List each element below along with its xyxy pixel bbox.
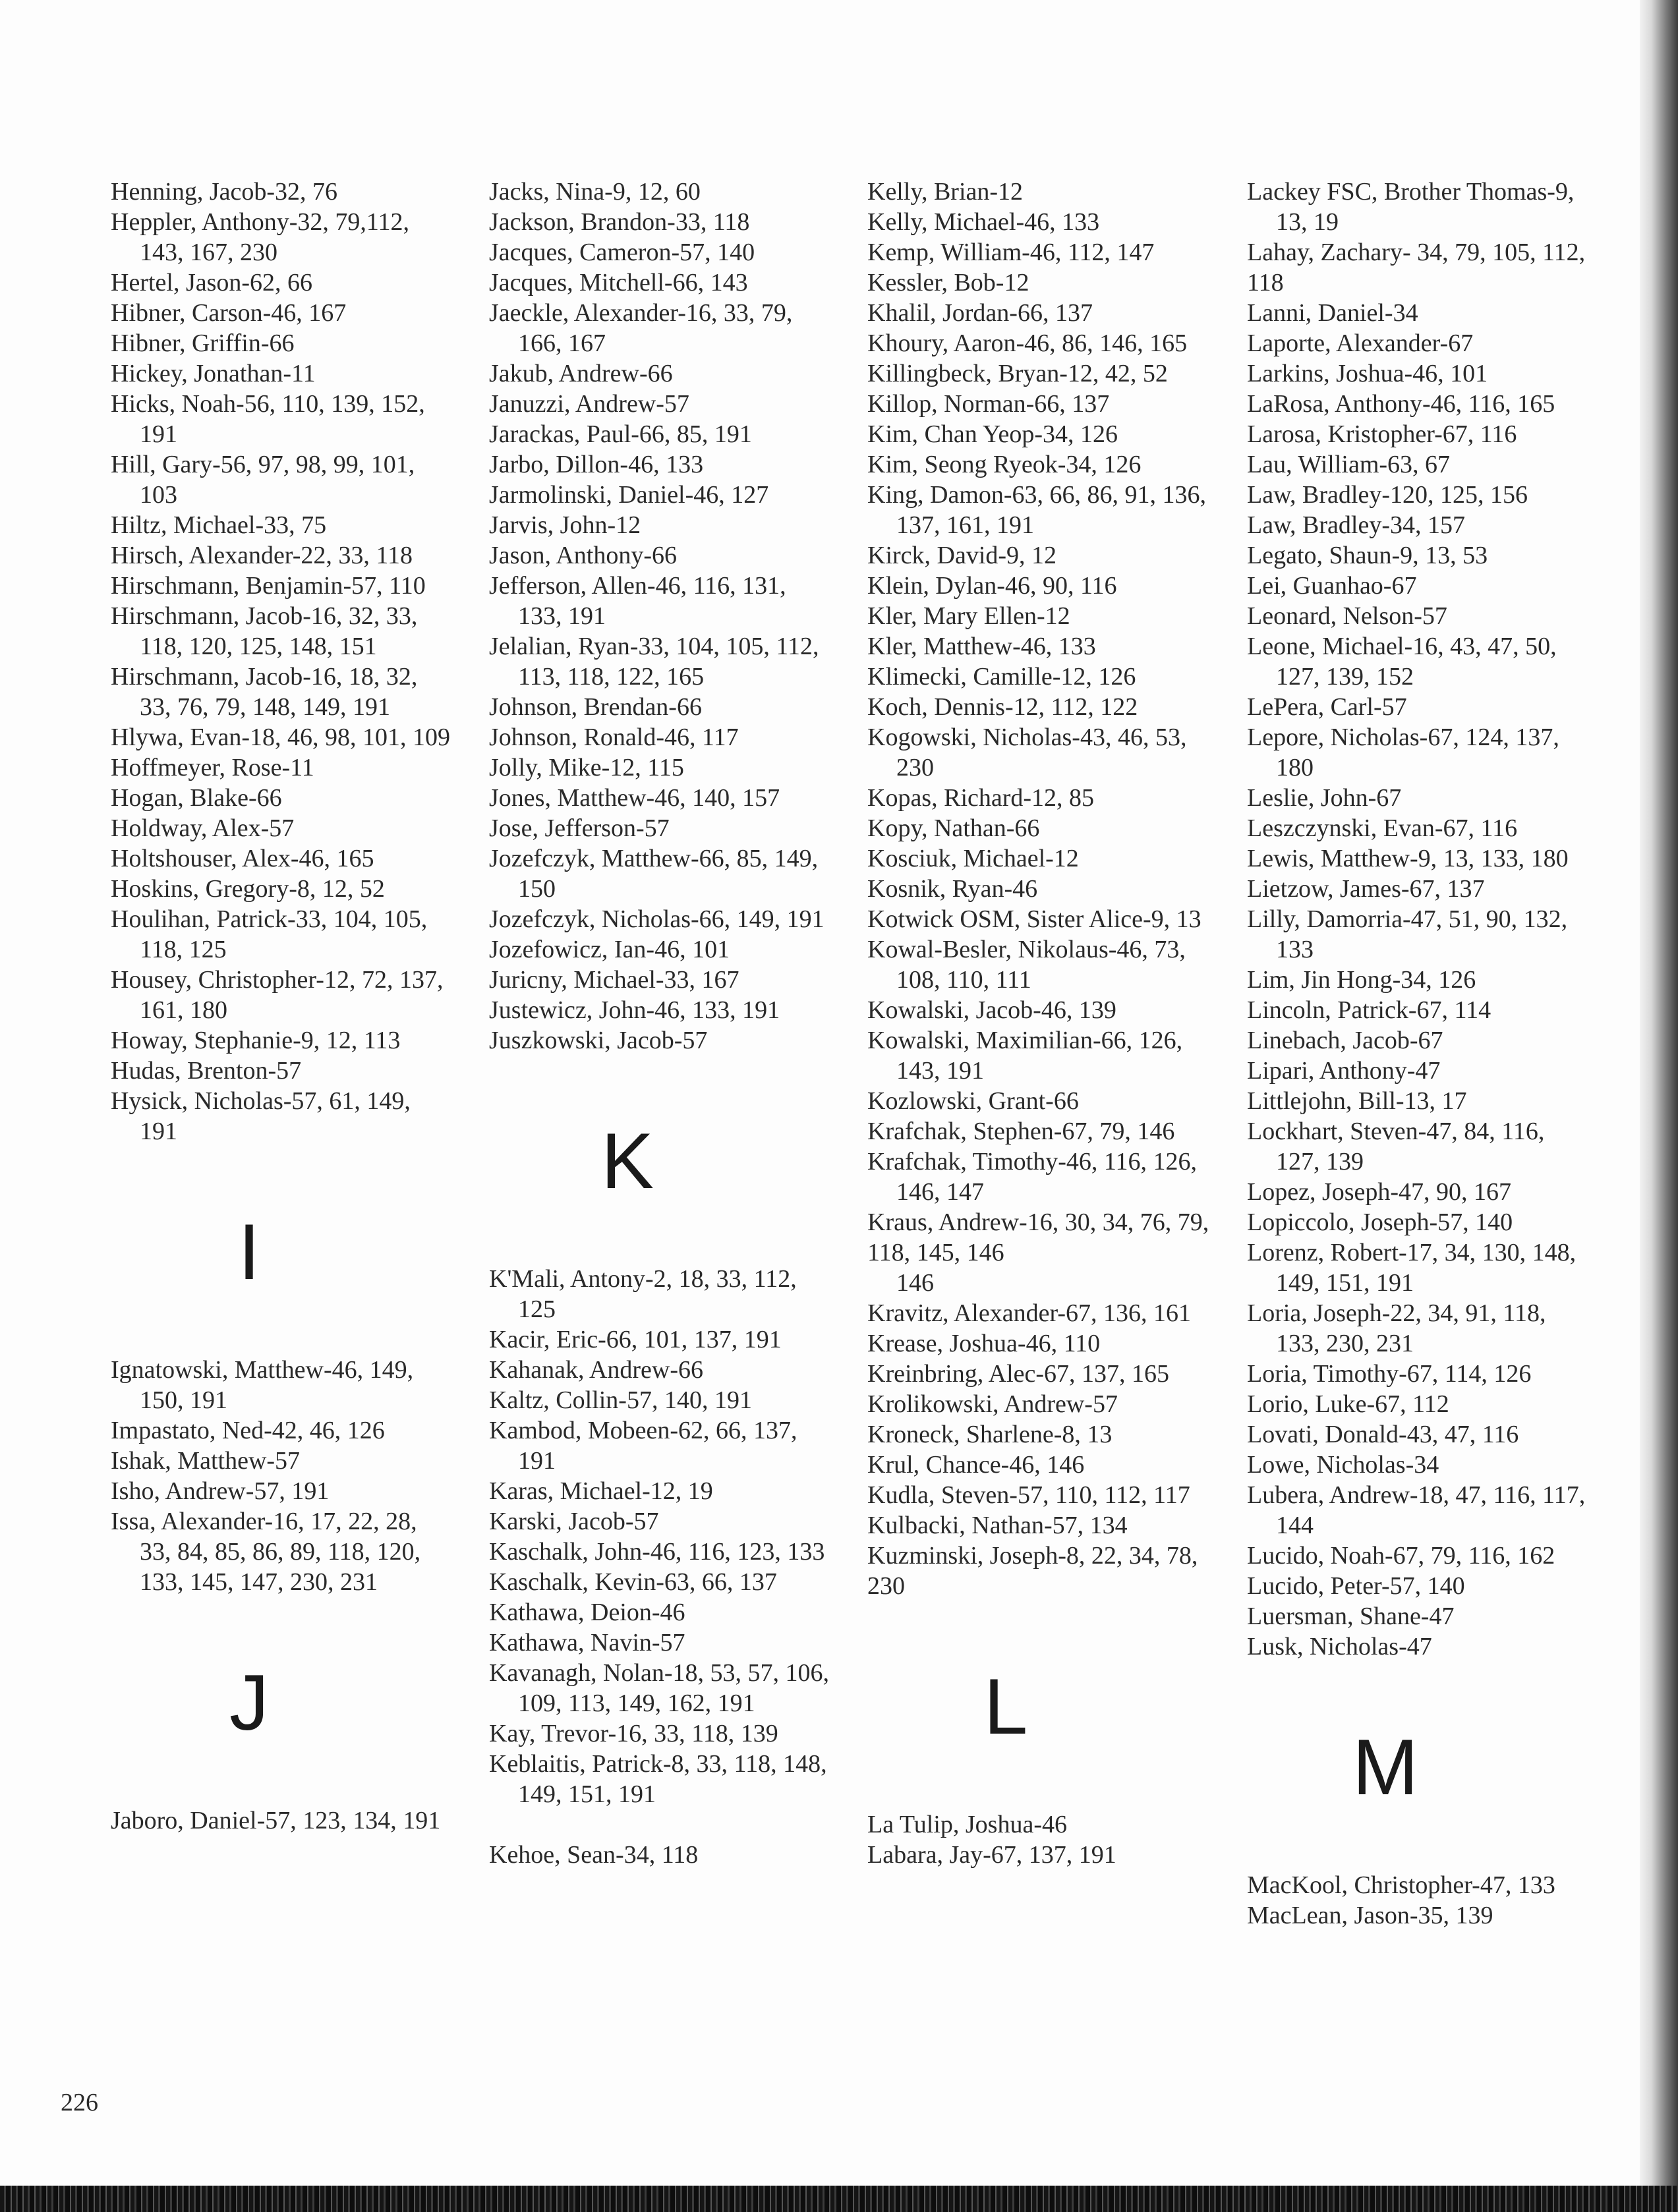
index-entry: Hlywa, Evan-18, 46, 98, 101, 109 [111,723,451,751]
index-entry: Hibner, Griffin-66 [111,329,295,357]
index-entry: Johnson, Ronald-46, 117 [489,723,739,751]
index-entry: Kavanagh, Nolan-18, 53, 57, 106, 109, 113, 149, 162, 191 [489,1659,830,1717]
index-entry: Lei, Guanhao-67 [1247,572,1417,600]
index-entry: Kler, Matthew-46, 133 [867,633,1096,660]
section-letter: M [1352,1723,1418,1811]
index-entry: Krease, Joshua-46, 110 [867,1330,1101,1357]
index-entry: Lanni, Daniel-34 [1247,299,1418,327]
index-entry: Lorio, Luke-67, 112 [1247,1390,1449,1418]
index-entry: Kelly, Brian-12 [867,178,1024,206]
index-entry: Kambod, Mobeen-62, 66, 137, 191 [489,1417,797,1475]
index-entry: Justewicz, John-46, 133, 191 [489,996,780,1024]
index-entry: Kraus, Andrew-16, 30, 34, 76, 79, 118, 145, 146 [867,1208,1209,1266]
index-entry: Littlejohn, Bill-13, 17 [1247,1087,1467,1115]
index-entry: King, Damon-63, 66, 86, 91, 136, 137, 161, 191 [867,481,1207,539]
index-entry: Jakub, Andrew-66 [489,360,673,387]
index-entry: Jozefowicz, Ian-46, 101 [489,936,730,963]
index-entry: Law, Bradley-120, 125, 156 [1247,481,1528,509]
index-entry: Larkins, Joshua-46, 101 [1247,360,1488,387]
index-entry: Kopy, Nathan-66 [867,814,1040,842]
index-entry: Kaschalk, John-46, 116, 123, 133 [489,1538,825,1566]
index-entry: Kaschalk, Kevin-63, 66, 137 [489,1568,777,1596]
index-entry: La Tulip, Joshua-46 [867,1811,1067,1838]
index-entry: Johnson, Brendan-66 [489,693,702,721]
index-entry: Jarmolinski, Daniel-46, 127 [489,481,769,509]
index-entry: Kaltz, Collin-57, 140, 191 [489,1386,752,1414]
index-entry: Kreinbring, Alec-67, 137, 165 [867,1360,1170,1388]
page-edge-shadow [1640,0,1678,2212]
index-entry: Krafchak, Stephen-67, 79, 146 [867,1118,1175,1145]
index-entry: LaRosa, Anthony-46, 116, 165 [1247,390,1555,418]
index-entry: Lau, William-63, 67 [1247,451,1451,478]
section-letter-block [1247,1662,1590,1870]
index-entry: Kessler, Bob-12 [867,269,1029,297]
index-entry: Jelalian, Ryan-33, 104, 105, 112, 113, 118, 122, 165 [489,633,819,691]
index-entry: Jarackas, Paul-66, 85, 191 [489,420,752,448]
index-entry: Kemp, William-46, 112, 147 [867,239,1155,266]
index-entry: Jose, Jefferson-57 [489,814,670,842]
section-letter-block [867,1601,1210,1809]
index-entry: Karas, Michael-12, 19 [489,1477,713,1505]
index-entry: Lackey FSC, Brother Thomas-9, 13, 19 [1247,178,1575,236]
section-letter: K [600,1117,654,1205]
index-entry: Lincoln, Patrick-67, 114 [1247,996,1491,1024]
index-entry: Kelly, Michael-46, 133 [867,208,1100,236]
index-entry: Hiltz, Michael-33, 75 [111,511,327,539]
index-entry: Keblaitis, Patrick-8, 33, 118, 148, 149, 151, 191 [489,1750,827,1808]
index-entry: Linebach, Jacob-67 [1247,1027,1443,1054]
index-entry: Hill, Gary-56, 97, 98, 99, 101, 103 [111,451,415,509]
index-entry: Holtshouser, Alex-46, 165 [111,845,374,872]
index-entry: Koch, Dennis-12, 112, 122 [867,693,1138,721]
index-entry: Lopez, Joseph-47, 90, 167 [1247,1178,1512,1206]
index-entry: Killingbeck, Bryan-12, 42, 52 [867,360,1168,387]
index-entry: Housey, Christopher-12, 72, 137, 161, 180 [111,966,444,1024]
index-entry: Jarvis, John-12 [489,511,641,539]
index-entry: Khoury, Aaron-46, 86, 146, 165 [867,329,1188,357]
index-entry: Lim, Jin Hong-34, 126 [1247,966,1476,994]
section-letter-block [111,1147,453,1355]
index-entry: Jarbo, Dillon-46, 133 [489,451,704,478]
index-entry: Lietzow, James-67, 137 [1247,875,1485,903]
index-entry: Lucido, Noah-67, 79, 116, 162 [1247,1542,1555,1570]
index-entry: Klimecki, Camille-12, 126 [867,663,1136,691]
section-letter: I [238,1208,260,1296]
index-entry: Kowal-Besler, Nikolaus-46, 73, 108, 110, 111 [867,936,1186,994]
index-entry: Hirschmann, Jacob-16, 32, 33, 118, 120, 125, 148, 151 [111,602,418,660]
section-letter-block [489,1056,832,1264]
scan-bottom-edge [0,2186,1678,2212]
section-letter: L [983,1662,1028,1751]
section-letter: J [229,1659,269,1747]
index-entry: Kuzminski, Joseph-8, 22, 34, 78, 230 [867,1542,1198,1600]
index-entry: Juricny, Michael-33, 167 [489,966,739,994]
index-entry: K'Mali, Antony-2, 18, 33, 112, 125 [489,1265,797,1323]
index-entry: Lipari, Anthony-47 [1247,1057,1441,1085]
index-entry: Jozefczyk, Nicholas-66, 149, 191 [489,905,825,933]
index-entry: Lovati, Donald-43, 47, 116 [1247,1421,1519,1448]
index-entry: Leone, Michael-16, 43, 47, 50, 127, 139, 152 [1247,633,1557,691]
index-entry: Kravitz, Alexander-67, 136, 161 [867,1299,1191,1327]
index-entry: Loria, Joseph-22, 34, 91, 118, 133, 230, 231 [1247,1299,1546,1357]
index-entry: Januzzi, Andrew-57 [489,390,689,418]
index-entry: Kulbacki, Nathan-57, 134 [867,1512,1128,1539]
index-column-1 [111,177,453,1836]
index-entry: Kathawa, Deion-46 [489,1599,685,1626]
index-entry: Hicks, Noah-56, 110, 139, 152, 191 [111,390,425,448]
index-entry: Law, Bradley-34, 157 [1247,511,1465,539]
index-entry: Howay, Stephanie-9, 12, 113 [111,1027,401,1054]
index-entry: Kosciuk, Michael-12 [867,845,1079,872]
index-entry: Hoskins, Gregory-8, 12, 52 [111,875,385,903]
index-entry: Lowe, Nicholas-34 [1247,1451,1439,1479]
index-entry: Krafchak, Timothy-46, 116, 126, 146, 147 [867,1148,1197,1206]
index-entry: Kotwick OSM, Sister Alice-9, 13 [867,905,1201,933]
index-entry: Kowalski, Jacob-46, 139 [867,996,1116,1024]
section-letter-block [111,1597,453,1805]
index-entry: MacLean, Jason-35, 139 [1247,1902,1493,1929]
index-entry: Lepore, Nicholas-67, 124, 137, 180 [1247,723,1559,781]
index-entry: Hickey, Jonathan-11 [111,360,316,387]
index-entry: Loria, Timothy-67, 114, 126 [1247,1360,1532,1388]
index-entry: Kacir, Eric-66, 101, 137, 191 [489,1326,782,1353]
index-entry: Lusk, Nicholas-47 [1247,1633,1432,1660]
index-entry: Jones, Matthew-46, 140, 157 [489,784,780,812]
index-entry: Lockhart, Steven-47, 84, 116, 127, 139 [1247,1118,1545,1176]
index-entry: Jaboro, Daniel-57, 123, 134, 191 [111,1807,441,1834]
index-entry: Lewis, Matthew-9, 13, 133, 180 [1247,845,1569,872]
index-entry: Jolly, Mike-12, 115 [489,754,684,781]
index-entry: MacKool, Christopher-47, 133 [1247,1871,1555,1899]
index-entry: Labara, Jay-67, 137, 191 [867,1841,1116,1869]
index-entry: Hirschmann, Benjamin-57, 110 [111,572,426,600]
index-entry: Lopiccolo, Joseph-57, 140 [1247,1208,1513,1236]
index-entry: Kowalski, Maximilian-66, 126, 143, 191 [867,1027,1183,1085]
index-entry: Jason, Anthony-66 [489,542,677,569]
spacer [489,1809,832,1840]
page-number: 226 [61,2089,98,2116]
index-entry: Jaeckle, Alexander-16, 33, 79, 166, 167 [489,299,793,357]
index-entry: Laporte, Alexander-67 [1247,329,1474,357]
index-entry: Kim, Chan Yeop-34, 126 [867,420,1118,448]
index-entry: Henning, Jacob-32, 76 [111,178,338,206]
index-entry: Lubera, Andrew-18, 47, 116, 117, 144 [1247,1481,1586,1539]
index-entry: Kogowski, Nicholas-43, 46, 53, 230 [867,723,1187,781]
index-entry: Lilly, Damorria-47, 51, 90, 132, 133 [1247,905,1568,963]
index-entry: Houlihan, Patrick-33, 104, 105, 118, 125 [111,905,428,963]
index-entry: Heppler, Anthony-32, 79,112, 143, 167, 230 [111,208,410,266]
index-entry: Larosa, Kristopher-67, 116 [1247,420,1517,448]
index-entry: Kahanak, Andrew-66 [489,1356,704,1384]
index-entry: Leszczynski, Evan-67, 116 [1247,814,1518,842]
index-entry: Jozefczyk, Matthew-66, 85, 149, 150 [489,845,819,903]
index-entry: Kathawa, Navin-57 [489,1629,685,1657]
index-entry: Kirck, David-9, 12 [867,542,1057,569]
index-entry: Ignatowski, Matthew-46, 149, 150, 191 [111,1356,414,1414]
index-entry: Hoffmeyer, Rose-11 [111,754,314,781]
index-entry: Krul, Chance-46, 146 [867,1451,1085,1479]
index-entry: Isho, Andrew-57, 191 [111,1477,330,1505]
index-entry: Hirschmann, Jacob-16, 18, 32, 33, 76, 79, 148, 149, 191 [111,663,418,721]
index-entry: Legato, Shaun-9, 13, 53 [1247,542,1488,569]
index-entry: Lorenz, Robert-17, 34, 130, 148, 149, 151, 191 [1247,1239,1577,1297]
index-entry: Leslie, John-67 [1247,784,1402,812]
index-entry: Jacques, Cameron-57, 140 [489,239,755,266]
index-column-3 [867,177,1210,1870]
index-entry: Ishak, Matthew-57 [111,1447,301,1475]
index-entry: 146 [896,1269,934,1297]
index-entry: Kay, Trevor-16, 33, 118, 139 [489,1720,778,1747]
index-entry: Jacques, Mitchell-66, 143 [489,269,748,297]
index-entry: Klein, Dylan-46, 90, 116 [867,572,1117,600]
index-entry: Kler, Mary Ellen-12 [867,602,1070,630]
index-entry: Jacks, Nina-9, 12, 60 [489,178,701,206]
index-entry: Impastato, Ned-42, 46, 126 [111,1417,385,1444]
index-entry: Juszkowski, Jacob-57 [489,1027,708,1054]
index-entry: Hudas, Brenton-57 [111,1057,302,1085]
index-entry: Karski, Jacob-57 [489,1508,659,1535]
index-entry: Hertel, Jason-62, 66 [111,269,313,297]
index-entry: Kopas, Richard-12, 85 [867,784,1095,812]
index-entry: Luersman, Shane-47 [1247,1602,1455,1630]
index-entry: Lahay, Zachary- 34, 79, 105, 112, 118 [1247,239,1586,297]
index-entry: Kosnik, Ryan-46 [867,875,1038,903]
index-entry: Lucido, Peter-57, 140 [1247,1572,1465,1600]
index-entry: Hysick, Nicholas-57, 61, 149, 191 [111,1087,411,1145]
index-entry: Killop, Norman-66, 137 [867,390,1110,418]
index-entry: Kroneck, Sharlene-8, 13 [867,1421,1113,1448]
index-entry: Krolikowski, Andrew-57 [867,1390,1118,1418]
index-entry: Kim, Seong Ryeok-34, 126 [867,451,1142,478]
index-entry: Hibner, Carson-46, 167 [111,299,347,327]
index-entry: Leonard, Nelson-57 [1247,602,1447,630]
index-entry: Holdway, Alex-57 [111,814,295,842]
index-entry: Kehoe, Sean-34, 118 [489,1841,699,1869]
index-entry: LePera, Carl-57 [1247,693,1407,721]
index-column-2 [489,177,832,1870]
index-entry: Hogan, Blake-66 [111,784,282,812]
index-entry: Jefferson, Allen-46, 116, 131, 133, 191 [489,572,786,630]
index-entry: Jackson, Brandon-33, 118 [489,208,750,236]
index-entry: Issa, Alexander-16, 17, 22, 28, 33, 84, 85, 86, 89, 118, 120, 133, 145, 147, 230, 231 [111,1508,421,1596]
index-entry: Kudla, Steven-57, 110, 112, 117 [867,1481,1190,1509]
index-entry: Khalil, Jordan-66, 137 [867,299,1093,327]
index-entry: Kozlowski, Grant-66 [867,1087,1079,1115]
index-entry: Hirsch, Alexander-22, 33, 118 [111,542,413,569]
index-column-4 [1247,177,1590,1931]
